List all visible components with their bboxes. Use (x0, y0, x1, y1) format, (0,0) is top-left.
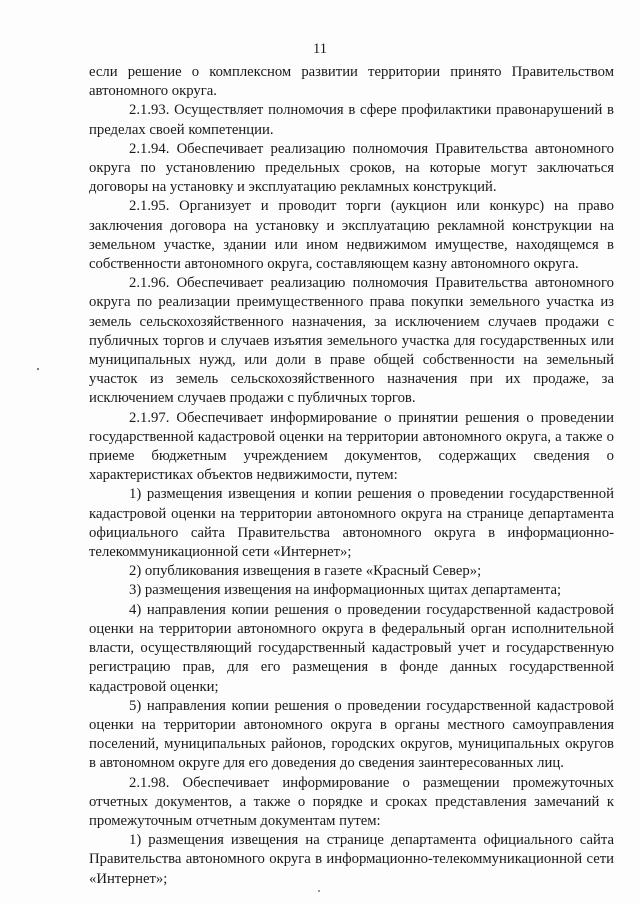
paragraph-2-1-96: 2.1.96. Обеспечивает реализацию полномочия Правительства автономного округа по реализации преимущественного права покупки земельного участка из земель сельскохозяйственного назначения, за исключением случаев продажи с публичных торгов и случаев изъятия земельного участка для государственных или муниципальных нужд, или доли в праве общей собственности на земельный участок из земель сельскохозяйственного назначения при их продаже, за исключением случаев продажи с публичных торгов. (89, 275, 614, 407)
list-item-5: 5) направления копии решения о проведении государственной кадастровой оценки на территории автономного округа в органы местного самоуправления поселений, муниципальных районов, городских округов, муниципальных округов в автономном округе для его доведения до сведения заинтересованных лиц. (89, 697, 614, 772)
list-item-1: 1) размещения извещения и копии решения о проведении государственной кадастровой оценки на территории автономного округа на странице департамента официального сайта Правительства автономного округа в информационно-телекоммуникационной сети «Интернет»; (89, 486, 614, 561)
document-body (89, 63, 614, 889)
page-number: 11 (313, 41, 327, 57)
paragraph-continuation: если решение о комплексном развитии территории принято Правительством автономного округа. (89, 64, 614, 100)
list-item-2: 2) опубликования извещения в газете «Красный Север»; (129, 563, 482, 580)
paragraph-2-1-94: 2.1.94. Обеспечивает реализацию полномочия Правительства автономного округа по установлению предельных сроков, на которые могут заключаться договоры на установку и эксплуатацию рекламных конструкций. (89, 140, 614, 196)
scan-speck (318, 890, 320, 892)
scan-speck (37, 368, 39, 370)
list-item-4: 4) направления копии решения о проведении государственной кадастровой оценки на территории автономного округа в федеральный орган исполнительной власти, осуществляющий государственный кадастровый учет и государственную регистрацию прав, для его размещения в фонде данных государственной кадастровой оценки; (89, 601, 614, 695)
paragraph-2-1-97: 2.1.97. Обеспечивает информирование о принятии решения о проведении государственной кадастровой оценки на территории автономного округа, а также о приеме бюджетным учреждением документов, содержащих сведения о характеристиках объектов недвижимости, путем: (89, 409, 614, 484)
list-item-3: 3) размещения извещения на информационных щитах департамента; (129, 582, 562, 599)
list-item-1-second: 1) размещения извещения на странице департамента официального сайта Правительства автономного округа в информационно-телекоммуникационной сети «Интернет»; (89, 832, 614, 887)
paragraph-2-1-95: 2.1.95. Организует и проводит торги (аукцион или конкурс) на право заключения договора на установку и эксплуатацию рекламной конструкции на земельном участке, здании или ином недвижимом имуществе, находящемся в собственности автономного округа, составляющем казну автономного округа. (89, 198, 614, 273)
paragraph-2-1-98: 2.1.98. Обеспечивает информирование о размещении промежуточных отчетных документов, а также о порядке и сроках представления замечаний к промежуточным отчетным документам путем: (89, 774, 614, 829)
paragraph-2-1-93: 2.1.93. Осуществляет полномочия в сфере профилактики правонарушений в пределах своей компетенции. (89, 102, 614, 138)
